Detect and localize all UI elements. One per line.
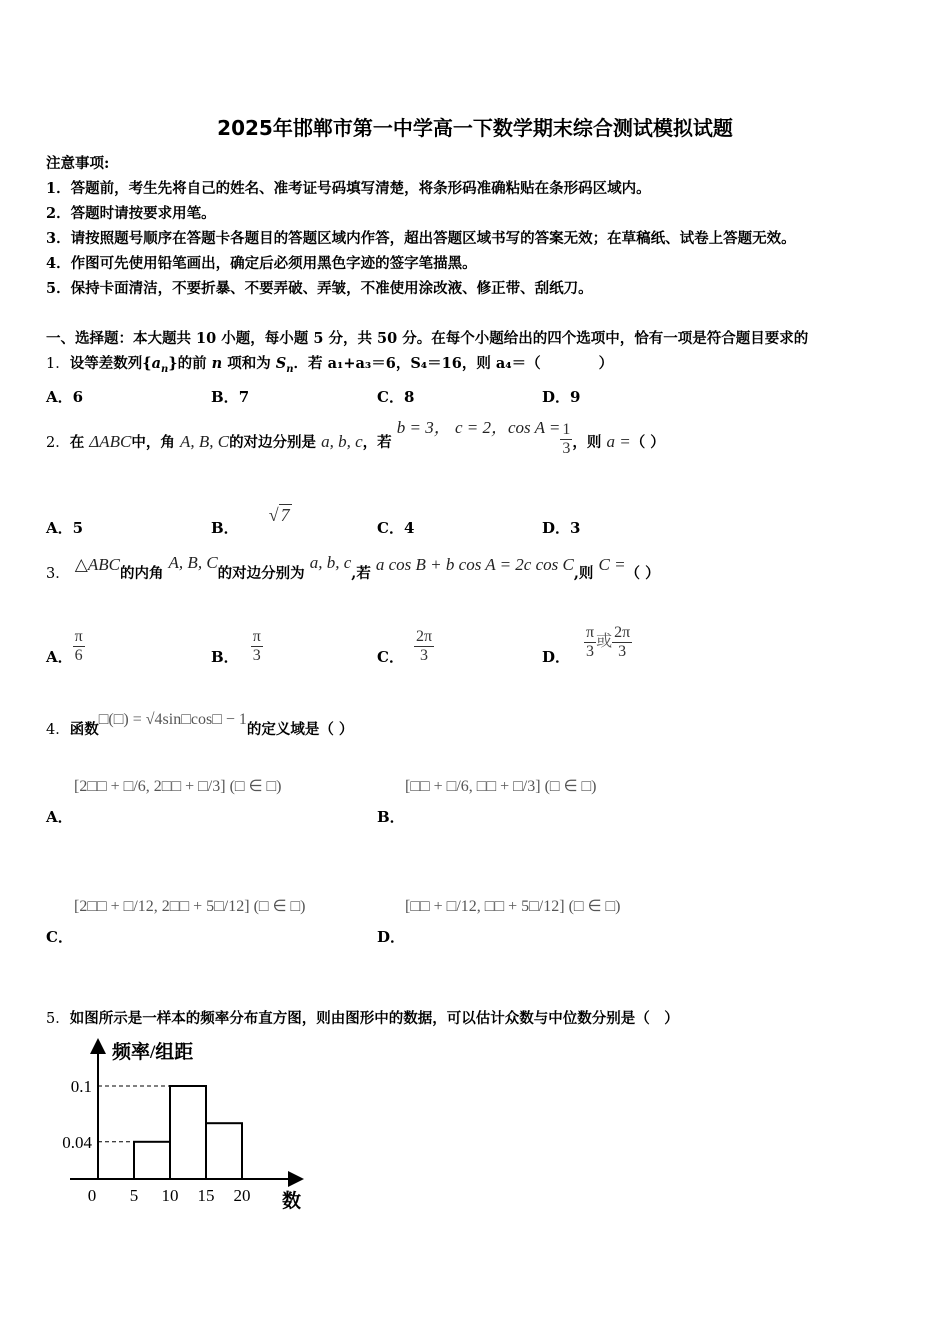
x-tick-label: 5 <box>129 1186 139 1205</box>
histogram-bar-1 <box>134 1142 170 1179</box>
q4-option-d-expr: [□□ + □/12, □□ + 5□/12] (□ ∈ □) <box>405 898 621 915</box>
q1-option-c[interactable]: C．8 <box>377 388 415 406</box>
question-number: 1． <box>46 356 70 372</box>
x-tick-label: 10 <box>161 1186 179 1205</box>
question-5: 5．如图所示是一样本的频率分布直方图，则由图形中的数据，可以估计众数与中位数分别是（ ） <box>46 1010 679 1027</box>
question-2: 2．在 ΔABC中，角 A, B, C的对边分别是 a, b, c，若 b = 3， c = 2，cos A = $\frac{1}{3}$ ，则 a =（ ） <box>46 418 665 457</box>
q2-option-c[interactable]: C．4 <box>377 519 415 537</box>
x-tick-label: 15 <box>197 1186 215 1205</box>
y-axis-label: 频率/组距 <box>112 1042 194 1063</box>
q3-option-a[interactable]: A． $\frac{\pi}{6}$ <box>46 628 83 667</box>
q4-option-c[interactable]: C． <box>46 928 73 946</box>
q2-option-d[interactable]: D．3 <box>542 519 581 537</box>
section-heading: 一、选择题：本大题共 10 小题，每小题 5 分，共 50 分。在每个小题给出的四个选项中，恰有一项是符合题目要求的 <box>46 330 809 347</box>
frequency-histogram <box>52 1036 312 1216</box>
sqrt-expression: √ 7 <box>268 505 290 525</box>
q3-option-b[interactable]: B． $\frac{\pi}{3}$ <box>211 628 261 667</box>
notice-item-5: 5．保持卡面清洁，不要折暴、不要弄破、弄皱，不准使用涂改液、修正带、刮纸刀。 <box>46 280 593 297</box>
histogram-bar-3 <box>206 1123 242 1179</box>
notice-item-1: 1．答题前，考生先将自己的姓名、准考证号码填写清楚，将条形码准确粘贴在条形码区域内。 <box>46 180 651 197</box>
question-1: 1．设等差数列$\{a_n\}$的前 n 项和为 $S_n$．若 a₁+a₃＝6，S₄＝16，则 a₄＝（ ） <box>46 355 614 375</box>
q4-option-b-expr: [□□ + □/6, □□ + □/3] (□ ∈ □) <box>405 778 597 795</box>
q4-option-a-expr: [2□□ + □/6, 2□□ + □/3] (□ ∈ □) <box>74 778 282 795</box>
histogram-bar-2 <box>170 1086 206 1179</box>
x-tick-label: 20 <box>233 1186 251 1205</box>
question-3: 3． △ABC的内角 A, B, C的对边分别为 a, b, c,若 a cos B + b cos A = 2c cos C,则 C =（ ） <box>46 553 660 582</box>
notice-item-3: 3．请按照题号顺序在答题卡各题目的答题区域内作答，超出答题区域书写的答案无效；在草稿纸、试卷上答题无效。 <box>46 230 796 247</box>
notice-item-2: 2．答题时请按要求用笔。 <box>46 205 216 222</box>
q3-option-d[interactable]: D． $\frac{\pi}{3}$ 或 $\frac{2\pi}{3}$ <box>542 624 631 667</box>
y-tick-label: 0.04 <box>62 1132 92 1152</box>
fraction: $\frac{1}{3}$ <box>562 421 571 457</box>
q4-option-d[interactable]: D． <box>377 928 406 946</box>
page-title: 2025年邯郸市第一中学高一下数学期末综合测试模拟试题 <box>217 116 733 140</box>
q4-option-b[interactable]: B． <box>377 808 405 826</box>
y-tick-label: 0.1 <box>70 1077 92 1096</box>
notice-heading: 注意事项: <box>46 155 110 172</box>
q1-option-d[interactable]: D．9 <box>542 388 581 406</box>
q3-option-c[interactable]: C． $\frac{2\pi}{3}$ <box>377 628 433 667</box>
notice-item-4: 4．作图可先使用铅笔画出，确定后必须用黑色字迹的签字笔描黑。 <box>46 255 477 272</box>
q4-option-a[interactable]: A． <box>46 808 73 826</box>
x-axis-label: 数 <box>282 1191 302 1212</box>
q2-option-a[interactable]: A．5 <box>46 519 84 537</box>
x-tick-label: 0 <box>87 1186 97 1205</box>
q4-option-c-expr: [2□□ + □/12, 2□□ + 5□/12] (□ ∈ □) <box>74 898 306 915</box>
question-4: 4．函数□(□) = √4sin□cos□ − 1的定义域是（ ） <box>46 711 354 738</box>
function-expression: □(□) = √4sin□cos□ − 1 <box>98 711 247 728</box>
q2-option-b[interactable]: B．√ 7 <box>211 505 290 537</box>
q1-option-b[interactable]: B．7 <box>211 388 250 406</box>
q1-option-a[interactable]: A．6 <box>46 388 84 406</box>
